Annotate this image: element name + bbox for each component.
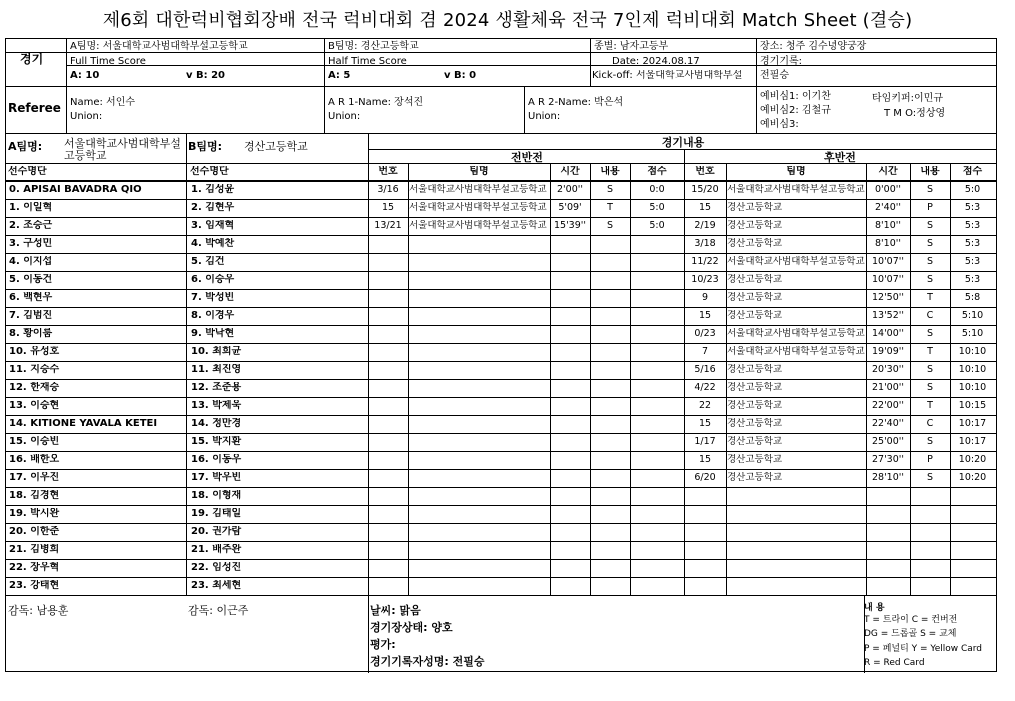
ar2-union: Union:: [528, 111, 561, 122]
second-half-cell: 경산고등학교: [727, 310, 783, 321]
tmo: T M O:정상영: [884, 108, 946, 119]
second-half-cell: 19'09'': [871, 346, 904, 357]
second-half-cell: 4/22: [694, 382, 716, 393]
rule-line: [6, 433, 996, 434]
legend-line-3: P = 페널티 Y = Yellow Card: [864, 644, 983, 654]
second-half-cell: 15: [698, 202, 712, 213]
ar1-union: Union:: [328, 111, 361, 122]
first-half-col-header: 점수: [647, 166, 667, 177]
player-a-item: 1. 이일혁: [9, 202, 53, 213]
player-b-item: 2. 김현우: [191, 202, 235, 213]
rule-line: [590, 39, 591, 86]
second-half-cell: S: [926, 238, 934, 249]
game-label: 경기: [20, 52, 44, 66]
recorder-name: 전필승: [760, 70, 789, 81]
team-b-label: B팀명:: [188, 140, 223, 153]
second-half-cell: 27'30'': [871, 454, 904, 465]
rule-line: [6, 86, 996, 87]
second-half-cell: 22'40'': [871, 418, 904, 429]
player-a-item: 19. 박시완: [9, 508, 60, 519]
second-half-cell: 8'10'': [875, 238, 901, 249]
player-b-item: 16. 이동우: [191, 454, 242, 465]
player-a-item: 3. 구성민: [9, 238, 53, 249]
second-half-cell: 6/20: [694, 472, 716, 483]
second-half-cell: 10/23: [691, 274, 719, 285]
player-a-item: 21. 김병희: [9, 544, 60, 555]
first-half-cell: 5:0: [649, 202, 665, 213]
rule-line: [6, 397, 996, 398]
player-a-item: 6. 백현우: [9, 292, 53, 303]
first-half-col-header: 번호: [378, 166, 398, 177]
rule-line: [6, 523, 996, 524]
second-half-cell: 5:8: [964, 292, 981, 303]
first-half-col-header: 시간: [560, 166, 580, 177]
rule-line: [6, 325, 996, 326]
second-half-cell: S: [926, 382, 934, 393]
second-half-col-header: 시간: [878, 166, 898, 177]
second-half-cell: 28'10'': [871, 472, 904, 483]
second-half-cell: 2/19: [694, 220, 716, 231]
rule-line: [324, 39, 325, 86]
player-a-item: 22. 장우혁: [9, 562, 60, 573]
recorder-label: 경기기록:: [760, 56, 803, 67]
second-half-cell: S: [926, 472, 934, 483]
second-half-cell: 서울대학교사범대학부설고등학교: [727, 256, 865, 267]
referee-name: Name: 서인수: [70, 97, 136, 108]
second-half-cell: 경산고등학교: [727, 472, 783, 483]
second-half-cell: 서울대학교사범대학부설고등학교: [727, 328, 865, 339]
second-half-cell: 5:10: [961, 310, 984, 321]
second-half-cell: 2'40'': [875, 202, 901, 213]
rule-line: [6, 469, 996, 470]
second-half-label: 후반전: [824, 151, 856, 164]
second-half-cell: 0'00'': [875, 184, 901, 195]
half-time-b: v B: 0: [444, 70, 477, 81]
first-half-cell: 서울대학교사범대학부설고등학교: [409, 220, 547, 231]
ar2-name: A R 2-Name: 박은석: [528, 97, 624, 108]
rule-line: [6, 181, 996, 182]
player-a-item: 11. 지승수: [9, 364, 60, 375]
second-half-cell: 경산고등학교: [727, 436, 783, 447]
second-half-cell: 경산고등학교: [727, 238, 783, 249]
first-half-cell: 15'39'': [553, 220, 586, 231]
player-b-item: 23. 최세현: [191, 580, 242, 591]
category: 종별: 남자고등부: [594, 41, 669, 52]
second-half-cell: S: [926, 436, 934, 447]
full-time-a: A: 10: [70, 70, 100, 81]
second-half-cell: S: [926, 184, 934, 195]
player-b-item: 7. 박성빈: [191, 292, 235, 303]
second-half-cell: 21'00'': [871, 382, 904, 393]
weather: 날씨: 맑음: [370, 604, 421, 617]
rule-line: [6, 163, 368, 164]
second-half-cell: 경산고등학교: [727, 220, 783, 231]
rule-line: [368, 133, 369, 673]
second-half-cell: S: [926, 256, 934, 267]
player-b-item: 11. 최진영: [191, 364, 242, 375]
player-b-item: 10. 최희균: [191, 346, 242, 357]
second-half-cell: 5:3: [964, 274, 981, 285]
coach-b: 감독: 이근주: [188, 604, 249, 617]
first-half-cell: S: [606, 220, 614, 231]
player-a-item: 10. 유성호: [9, 346, 60, 357]
rule-line: [6, 307, 996, 308]
second-half-cell: 1/17: [694, 436, 716, 447]
second-half-cell: 10'07'': [871, 274, 904, 285]
legend-line-1: T = 트라이 C = 컨버전: [864, 615, 958, 625]
rule-line: [6, 217, 996, 218]
second-half-cell: 10:15: [958, 400, 987, 411]
second-half-cell: 11/22: [691, 256, 719, 267]
first-half-cell: 3/16: [377, 184, 399, 195]
full-time-b: v B: 20: [186, 70, 226, 81]
second-half-cell: C: [926, 418, 934, 429]
kickoff: Kick-off: 서울대학교사범대학부설: [592, 70, 743, 81]
team-a-name: A팀명: 서울대학교사범대학부설고등학교: [70, 41, 248, 52]
second-half-cell: 서울대학교사범대학부설고등학교: [727, 184, 865, 195]
player-b-item: 21. 배주완: [191, 544, 242, 555]
rule-line: [6, 415, 996, 416]
legend-line-2: DG = 드롭골 S = 교체: [864, 629, 957, 639]
referee-label: Referee: [8, 101, 61, 115]
timekeeper: 타임키퍼:이민규: [872, 93, 943, 104]
first-half-cell: 15: [381, 202, 395, 213]
second-half-cell: 경산고등학교: [727, 364, 783, 375]
first-half-cell: 13/21: [374, 220, 402, 231]
player-b-item: 13. 박제욱: [191, 400, 242, 411]
first-half-cell: T: [607, 202, 613, 213]
rule-line: [6, 271, 996, 272]
reserve-referee-3: 예비심3:: [760, 119, 799, 130]
team-a-label: A팀명:: [8, 140, 43, 153]
second-half-cell: 5:3: [964, 238, 981, 249]
field-condition: 경기장상태: 양호: [370, 621, 453, 634]
rule-line: [6, 289, 996, 290]
ar1-name: A R 1-Name: 장석진: [328, 97, 424, 108]
legend-title: 내 용: [864, 603, 885, 613]
second-half-cell: 15/20: [691, 184, 719, 195]
rule-line: [6, 451, 996, 452]
player-b-item: 14. 정만경: [191, 418, 242, 429]
team-b-name: B팀명: 경산고등학교: [328, 41, 419, 52]
match-date: Date: 2024.08.17: [612, 56, 700, 67]
coach-a: 감독: 남용훈: [8, 604, 69, 617]
first-half-cell: 0:0: [649, 184, 665, 195]
first-half-cell: 2'00'': [557, 184, 583, 195]
second-half-cell: 0/23: [694, 328, 716, 339]
player-b-item: 19. 김태일: [191, 508, 242, 519]
second-half-cell: 10:20: [958, 472, 987, 483]
rule-line: [864, 595, 865, 673]
second-half-cell: S: [926, 274, 934, 285]
legend-line-4: R = Red Card: [864, 658, 925, 668]
reserve-referee-2: 예비심2: 김철규: [760, 105, 831, 116]
rule-line: [6, 541, 996, 542]
second-half-cell: 5/16: [694, 364, 716, 375]
second-half-cell: P: [927, 202, 933, 213]
second-half-cell: P: [927, 454, 933, 465]
second-half-col-header: 번호: [695, 166, 715, 177]
player-a-item: 23. 강태현: [9, 580, 60, 591]
rule-line: [186, 133, 187, 595]
second-half-cell: T: [927, 400, 933, 411]
player-b-item: 12. 조준용: [191, 382, 242, 393]
player-a-item: 2. 조승근: [9, 220, 53, 231]
player-a-item: 13. 이승현: [9, 400, 60, 411]
player-a-item: 15. 이승빈: [9, 436, 60, 447]
player-b-item: 15. 박지환: [191, 436, 242, 447]
player-a-item: 7. 김범진: [9, 310, 53, 321]
second-half-cell: 경산고등학교: [727, 202, 783, 213]
second-half-cell: T: [927, 292, 933, 303]
half-time-a: A: 5: [328, 70, 351, 81]
rule-line: [6, 52, 996, 53]
venue: 장소: 청주 김수녕양궁장: [760, 41, 867, 52]
first-half-cell: 서울대학교사범대학부설고등학교: [409, 202, 547, 213]
player-a-item: 12. 한재승: [9, 382, 60, 393]
rule-line: [368, 149, 996, 150]
second-half-col-header: 팀명: [786, 166, 806, 177]
rule-line: [6, 133, 996, 134]
page-title: 제6회 대한럭비협회장배 전국 럭비대회 겸 2024 생활체육 전국 7인제 럭비대회 Match Sheet (결승): [102, 10, 913, 31]
second-half-cell: 경산고등학교: [727, 382, 783, 393]
player-b-item: 9. 박낙현: [191, 328, 235, 339]
player-a-item: 17. 이우진: [9, 472, 60, 483]
player-b-item: 18. 이형재: [191, 490, 242, 501]
first-half-cell: S: [606, 184, 614, 195]
evaluation: 평가:: [370, 638, 396, 651]
rule-line: [368, 163, 996, 164]
second-half-cell: S: [926, 364, 934, 375]
second-half-cell: 5:10: [961, 328, 984, 339]
player-b-item: 6. 이승우: [191, 274, 235, 285]
second-half-cell: 10:17: [958, 436, 987, 447]
second-half-cell: 경산고등학교: [727, 454, 783, 465]
rule-line: [6, 577, 996, 578]
second-half-cell: 10:10: [958, 346, 987, 357]
second-half-cell: 15: [698, 418, 712, 429]
player-a-item: 8. 황이룸: [9, 328, 53, 339]
half-time-label: Half Time Score: [328, 56, 407, 67]
second-half-cell: S: [926, 220, 934, 231]
rule-line: [756, 39, 757, 133]
player-a-item: 5. 이동건: [9, 274, 53, 285]
second-half-cell: T: [927, 346, 933, 357]
rule-line: [66, 65, 996, 66]
second-half-cell: 10'07'': [871, 256, 904, 267]
player-a-item: 14. KITIONE YAVALA KETEI: [9, 418, 158, 429]
second-half-cell: 10:17: [958, 418, 987, 429]
player-b-item: 1. 김성윤: [191, 184, 235, 195]
record-signer: 경기기록자성명: 전필승: [370, 655, 485, 668]
second-half-cell: S: [926, 328, 934, 339]
second-half-cell: 9: [701, 292, 709, 303]
second-half-cell: 10:20: [958, 454, 987, 465]
second-half-cell: 10:10: [958, 382, 987, 393]
second-half-cell: 경산고등학교: [727, 400, 783, 411]
player-b-item: 4. 박예찬: [191, 238, 235, 249]
second-half-cell: 15: [698, 310, 712, 321]
second-half-cell: 서울대학교사범대학부설고등학교: [727, 346, 865, 357]
player-a-item: 20. 이한준: [9, 526, 60, 537]
player-a-item: 18. 김경현: [9, 490, 60, 501]
player-a-item: 0. APISAI BAVADRA QIO: [9, 184, 142, 195]
second-half-cell: 15: [698, 454, 712, 465]
player-list-header-a: 선수명단: [8, 166, 47, 177]
player-a-item: 16. 배한오: [9, 454, 60, 465]
match-sheet: [5, 38, 997, 672]
player-list-header-b: 선수명단: [190, 166, 229, 177]
second-half-cell: 12'50'': [871, 292, 904, 303]
rule-line: [6, 595, 996, 596]
second-half-cell: 경산고등학교: [727, 274, 783, 285]
first-half-col-header: 팀명: [469, 166, 489, 177]
referee-union: Union:: [70, 111, 103, 122]
team-a-full-name: 서울대학교사범대학부설고등학교: [64, 137, 181, 162]
second-half-col-header: 점수: [962, 166, 983, 177]
rule-line: [6, 505, 996, 506]
second-half-cell: 14'00'': [871, 328, 904, 339]
player-b-item: 8. 이경우: [191, 310, 235, 321]
rule-line: [6, 199, 996, 200]
second-half-cell: 22'00'': [871, 400, 904, 411]
first-half-col-header: 내용: [600, 166, 620, 177]
second-half-cell: 22: [698, 400, 712, 411]
player-b-item: 22. 임성진: [191, 562, 242, 573]
rule-line: [6, 235, 996, 236]
full-time-label: Full Time Score: [70, 56, 146, 67]
second-half-cell: 25'00'': [871, 436, 904, 447]
team-b-full-name: 경산고등학교: [244, 140, 308, 153]
second-half-cell: 5:3: [964, 220, 981, 231]
player-a-item: 4. 이지섭: [9, 256, 53, 267]
second-half-cell: 경산고등학교: [727, 418, 783, 429]
first-half-cell: 5'09': [558, 202, 582, 213]
rule-line: [6, 253, 996, 254]
rule-line: [6, 379, 996, 380]
player-b-item: 3. 임재혁: [191, 220, 235, 231]
second-half-cell: 13'52'': [871, 310, 904, 321]
rule-line: [6, 343, 996, 344]
rule-line: [6, 487, 996, 488]
second-half-cell: 5:3: [964, 256, 981, 267]
second-half-cell: 5:0: [964, 184, 981, 195]
rule-line: [66, 39, 67, 133]
first-half-cell: 서울대학교사범대학부설고등학교: [409, 184, 547, 195]
second-half-cell: 7: [701, 346, 709, 357]
second-half-cell: 10:10: [958, 364, 987, 375]
rule-line: [6, 361, 996, 362]
first-half-cell: 5:0: [649, 220, 665, 231]
first-half-label: 전반전: [511, 151, 543, 164]
player-b-item: 20. 권가람: [191, 526, 242, 537]
second-half-col-header: 내용: [920, 166, 940, 177]
rule-line: [524, 86, 525, 133]
player-b-item: 17. 박우빈: [191, 472, 242, 483]
reserve-referee-1: 예비심1: 이기찬: [760, 91, 831, 102]
match-content-title: 경기내용: [661, 136, 705, 149]
rule-line: [324, 86, 325, 133]
player-b-item: 5. 김건: [191, 256, 225, 267]
second-half-cell: 경산고등학교: [727, 292, 783, 303]
second-half-cell: 5:3: [964, 202, 981, 213]
second-half-cell: 20'30'': [871, 364, 904, 375]
second-half-cell: 8'10'': [875, 220, 901, 231]
rule-line: [6, 559, 996, 560]
second-half-cell: C: [926, 310, 934, 321]
second-half-cell: 3/18: [694, 238, 716, 249]
